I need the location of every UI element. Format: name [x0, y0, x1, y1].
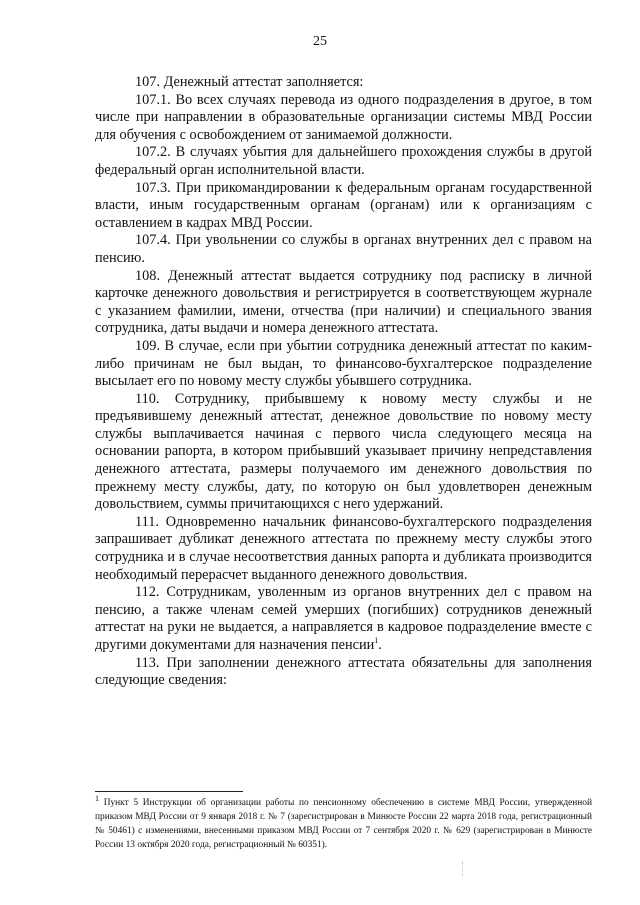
paragraph-112-tail: . — [378, 637, 382, 653]
footnote-reference[interactable]: 1 — [374, 636, 379, 646]
paragraph-108: 108. Денежный аттестат выдается сотруднику под расписку в личной карточке денежного довольствия и регистрируется в соответствующем журнале с указанием фамилии, имени, отчества (при наличии) и специального звания сотрудника, даты выдачи и номера денежного аттестата. — [95, 267, 592, 337]
document-body — [95, 74, 592, 690]
paragraph-107-3: 107.3. При прикомандировании к федеральным органам государственной власти, иным государственным органам (органам) или к организациям с оставлением в кадрах МВД России. — [95, 179, 592, 231]
paragraph-113: 113. При заполнении денежного аттестата обязательны для заполнения следующие сведения: — [95, 654, 592, 689]
paragraph-107: 107. Денежный аттестат заполняется: — [135, 74, 364, 90]
paragraph-111: 111. Одновременно начальник финансово-бухгалтерского подразделения запрашивает дубликат денежного аттестата по прежнему месту службы этого сотрудника и в случае несоответствия данных рапорта и дубликата производится необходимый перерасчет выданного денежного довольствия. — [95, 513, 592, 583]
paragraph-107-1: 107.1. Во всех случаях перевода из одного подразделения в другое, в том числе при направлении в образовательные организации системы МВД России для обучения с освобождением от занимаемой должности. — [95, 91, 592, 143]
paragraph-107-4: 107.4. При увольнении со службы в органах внутренних дел с правом на пенсию. — [95, 232, 592, 266]
footnote-separator — [95, 791, 243, 792]
footnote — [95, 793, 592, 852]
footnote-marker: 1 — [95, 793, 99, 803]
footnote-text: Пункт 5 Инструкции об организации работы по пенсионному обеспечению в системе МВД России, утвержденной приказом МВД России от 9 января 2018 г. № 7 (зарегистрирован в Минюсте России 22 марта 2018 года, регистрационный № 50461) с изменениями, внесенными приказом МВД России от 7 сентября 2020 г. № 629 (зарегистрирован в Минюсте России 13 октября 2020 года, регистрационный № 60351). — [95, 798, 592, 850]
paragraph-109: 109. В случае, если при убытии сотрудника денежный аттестат по каким-либо причинам не был выдан, то финансово-бухгалтерское подразделение высылает его по новому месту службы убывшего сотрудника. — [95, 337, 592, 390]
paragraph-112 — [95, 584, 592, 654]
scan-artifact — [462, 862, 466, 876]
paragraph-112-text: 112. Сотрудникам, уволенным из органов внутренних дел с правом на пенсию, а также членам семей умерших (погибших) сотрудников денежный аттестат на руки не выдается, а направляется в кадровое подразделение вместе с другими документами для назначения пенсии — [95, 584, 592, 653]
page-number: 25 — [313, 34, 327, 49]
paragraph-107-2: 107.2. В случаях убытия для дальнейшего прохождения службы в другой федеральный орган исполнительной власти. — [95, 144, 592, 178]
paragraph-110: 110. Сотруднику, прибывшему к новому месту службы и не предъявившему денежный аттестат, денежное довольствие по новому месту службы выплачивается начиная с первого числа следующего месяца на основании рапорта, в котором прибывший указывает причину непредставления денежного аттестата, размеры получаемого им денежного довольствия по прежнему месту службы, дату, по которую он был удовлетворен денежным довольствием, суммы причитающихся с него удержаний. — [95, 390, 592, 513]
